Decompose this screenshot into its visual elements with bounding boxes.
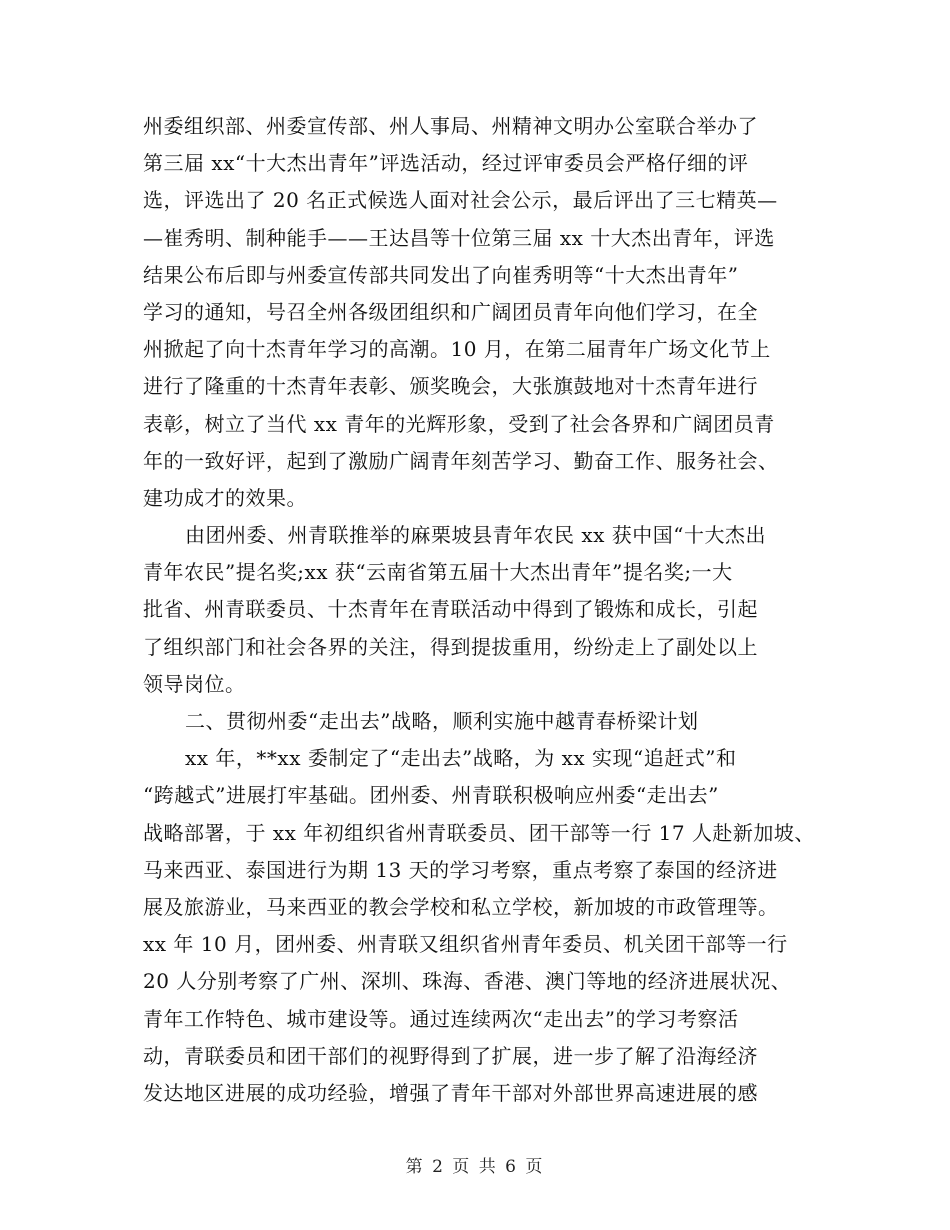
text-line: 批省、州青联委员、十杰青年在青联活动中得到了锻炼和成长，引起	[143, 597, 758, 622]
text-line: —崔秀明、制种能手——王达昌等十位第三届 xx 十大杰出青年，评选	[143, 225, 775, 250]
text-line: 年的一致好评，起到了激励广阔青年刻苦学习、勤奋工作、服务社会、	[143, 448, 779, 473]
text-line: 青年农民”提名奖;xx 获“云南省第五届十大杰出青年”提名奖;一大	[143, 560, 733, 585]
text-line: 发达地区进展的成功经验，增强了青年干部对外部世界高速进展的感	[143, 1080, 758, 1105]
text-line: 建功成才的效果。	[143, 485, 307, 510]
text-line: 青年工作特色、城市建设等。通过连续两次“走出去”的学习考察活	[143, 1006, 739, 1031]
body-text	[143, 108, 823, 1112]
text-line: 20 人分别考察了广州、深圳、珠海、香港、澳门等地的经济进展状况、	[143, 969, 792, 994]
text-line: xx 年 10 月，团州委、州青联又组织省州青年委员、机关团干部等一行	[143, 932, 788, 957]
section-heading: 二、贯彻州委“走出去”战略，顺利实施中越青春桥梁计划	[185, 709, 699, 733]
page-number-footer: 第 2 页 共 6 页	[405, 1157, 545, 1177]
text-line: 州掀起了向十杰青年学习的高潮。10 月，在第二届青年广场文化节上	[143, 337, 771, 362]
text-line: 动，青联委员和团干部们的视野得到了扩展，进一步了解了沿海经济	[143, 1043, 758, 1068]
text-line: 选，评选出了 20 名正式候选人面对社会公示，最后评出了三七精英—	[143, 188, 778, 213]
paragraph-start-line: xx 年，**xx 委制定了“走出去”战略，为 xx 实现“追赶式”和	[185, 746, 737, 771]
text-line: 领导岗位。	[143, 671, 246, 696]
text-line: 了组织部门和社会各界的关注，得到提拔重用，纷纷走上了副处以上	[143, 634, 758, 659]
text-line: 第三届 xx“十大杰出青年”评选活动，经过评审委员会严格仔细的评	[143, 151, 749, 176]
text-line: 学习的通知，号召全州各级团组织和广阔团员青年向他们学习，在全	[143, 299, 758, 324]
text-line: 进行了隆重的十杰青年表彰、颁奖晚会，大张旗鼓地对十杰青年进行	[143, 374, 758, 399]
paragraph-start-line: 由团州委、州青联推举的麻栗坡县青年农民 xx 获中国“十大杰出	[185, 523, 766, 548]
text-line: 战略部署，于 xx 年初组织省州青联委员、团干部等一行 17 人赴新加坡、	[143, 820, 815, 845]
text-line: “跨越式”进展打牢基础。团州委、州青联积极响应州委“走出去”	[143, 783, 719, 808]
text-line: 表彰，树立了当代 xx 青年的光辉形象，受到了社会各界和广阔团员青	[143, 411, 775, 436]
text-line: 州委组织部、州委宣传部、州人事局、州精神文明办公室联合举办了	[143, 114, 758, 138]
text-line: 马来西亚、泰国进行为期 13 天的学习考察，重点考察了泰国的经济进	[143, 857, 778, 882]
text-line: 展及旅游业，马来西亚的教会学校和私立学校，新加坡的市政管理等。	[143, 894, 779, 919]
text-line: 结果公布后即与州委宣传部共同发出了向崔秀明等“十大杰出青年”	[143, 262, 739, 287]
